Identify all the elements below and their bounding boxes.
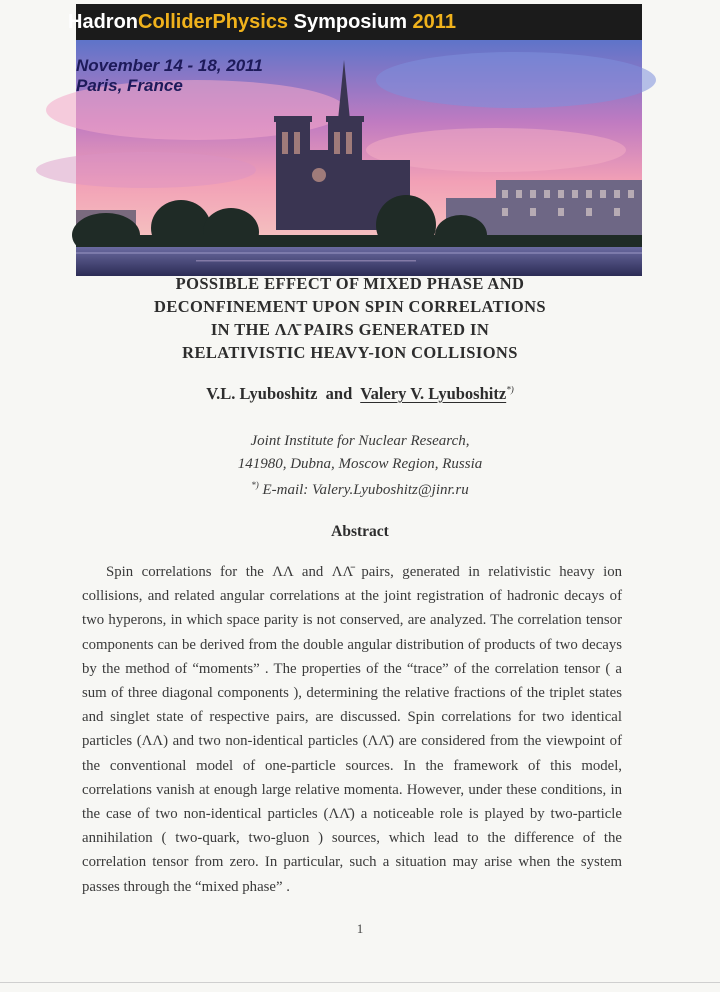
paper-title-line: POSSIBLE EFFECT OF MIXED PHASE AND	[175, 274, 525, 293]
banner-title	[68, 4, 642, 40]
banner-title-physics: Physics	[212, 11, 289, 33]
page-number: 1	[356, 921, 364, 936]
scan-edge-divider	[0, 982, 720, 983]
conference-date: November 14 - 18, 2011	[76, 56, 263, 75]
email-footnote-mark: *)	[251, 480, 259, 490]
author-line	[0, 384, 720, 404]
banner-title-symposium: Symposium	[293, 11, 407, 33]
conference-place: Paris, France	[76, 76, 183, 95]
paper-title-line: IN THE ΛΛ̄ PAIRS GENERATED IN	[210, 320, 490, 339]
banner-title-hadron: Hadron	[68, 11, 138, 33]
banner-title-collider: Collider	[138, 11, 213, 33]
email-text: E-mail: Valery.Lyuboshitz@jinr.ru	[262, 482, 469, 498]
banner-title-year: 2011	[412, 11, 456, 33]
affiliation-line: Joint Institute for Nuclear Research,	[250, 433, 470, 449]
author-separator: and	[325, 384, 353, 403]
paper-title-line: DECONFINEMENT UPON SPIN CORRELATIONS	[154, 297, 546, 316]
email-line	[0, 480, 720, 499]
affiliation-line: 141980, Dubna, Moscow Region, Russia	[237, 456, 483, 472]
author-2: Valery V. Lyuboshitz	[360, 384, 507, 403]
author-2-footnote-mark: *)	[506, 384, 514, 395]
abstract-heading: Abstract	[331, 523, 389, 540]
conference-banner	[68, 4, 642, 276]
abstract-body: Spin correlations for the ΛΛ and ΛΛ̄ pairs, generated in relativistic heavy ion collisions, and related angular correlations at the joint registration of hadronic decays of two hyperons, in which space parity is not conserved, are analyzed. The correlation tensor components can be derived from the double angular distribution of products of two decays by the method of “moments” . The properties of the “trace” of the correlation tensor ( a sum of three diagonal components ), determining the relative fractions of the triplet states and singlet state of respective pairs, are discussed. Spin correlations for two identical particles (ΛΛ) and two non-identical particles (ΛΛ̄) are considered from the viewpoint of the conventional model of one-particle sources. In the framework of this model, correlations vanish at enough large relative momenta. However, under these conditions, in the case of two non-identical particles (ΛΛ̄) a noticeable role is played by two-particle annihilation ( two-quark, two-gluon ) sources, which lead to the difference of the correlation tensor from zero. In particular, such a situation may arise when the system passes through the “mixed phase” .	[82, 564, 622, 895]
paper-title-line: RELATIVISTIC HEAVY-ION COLLISIONS	[182, 343, 518, 362]
author-1: V.L. Lyuboshitz	[206, 384, 318, 403]
